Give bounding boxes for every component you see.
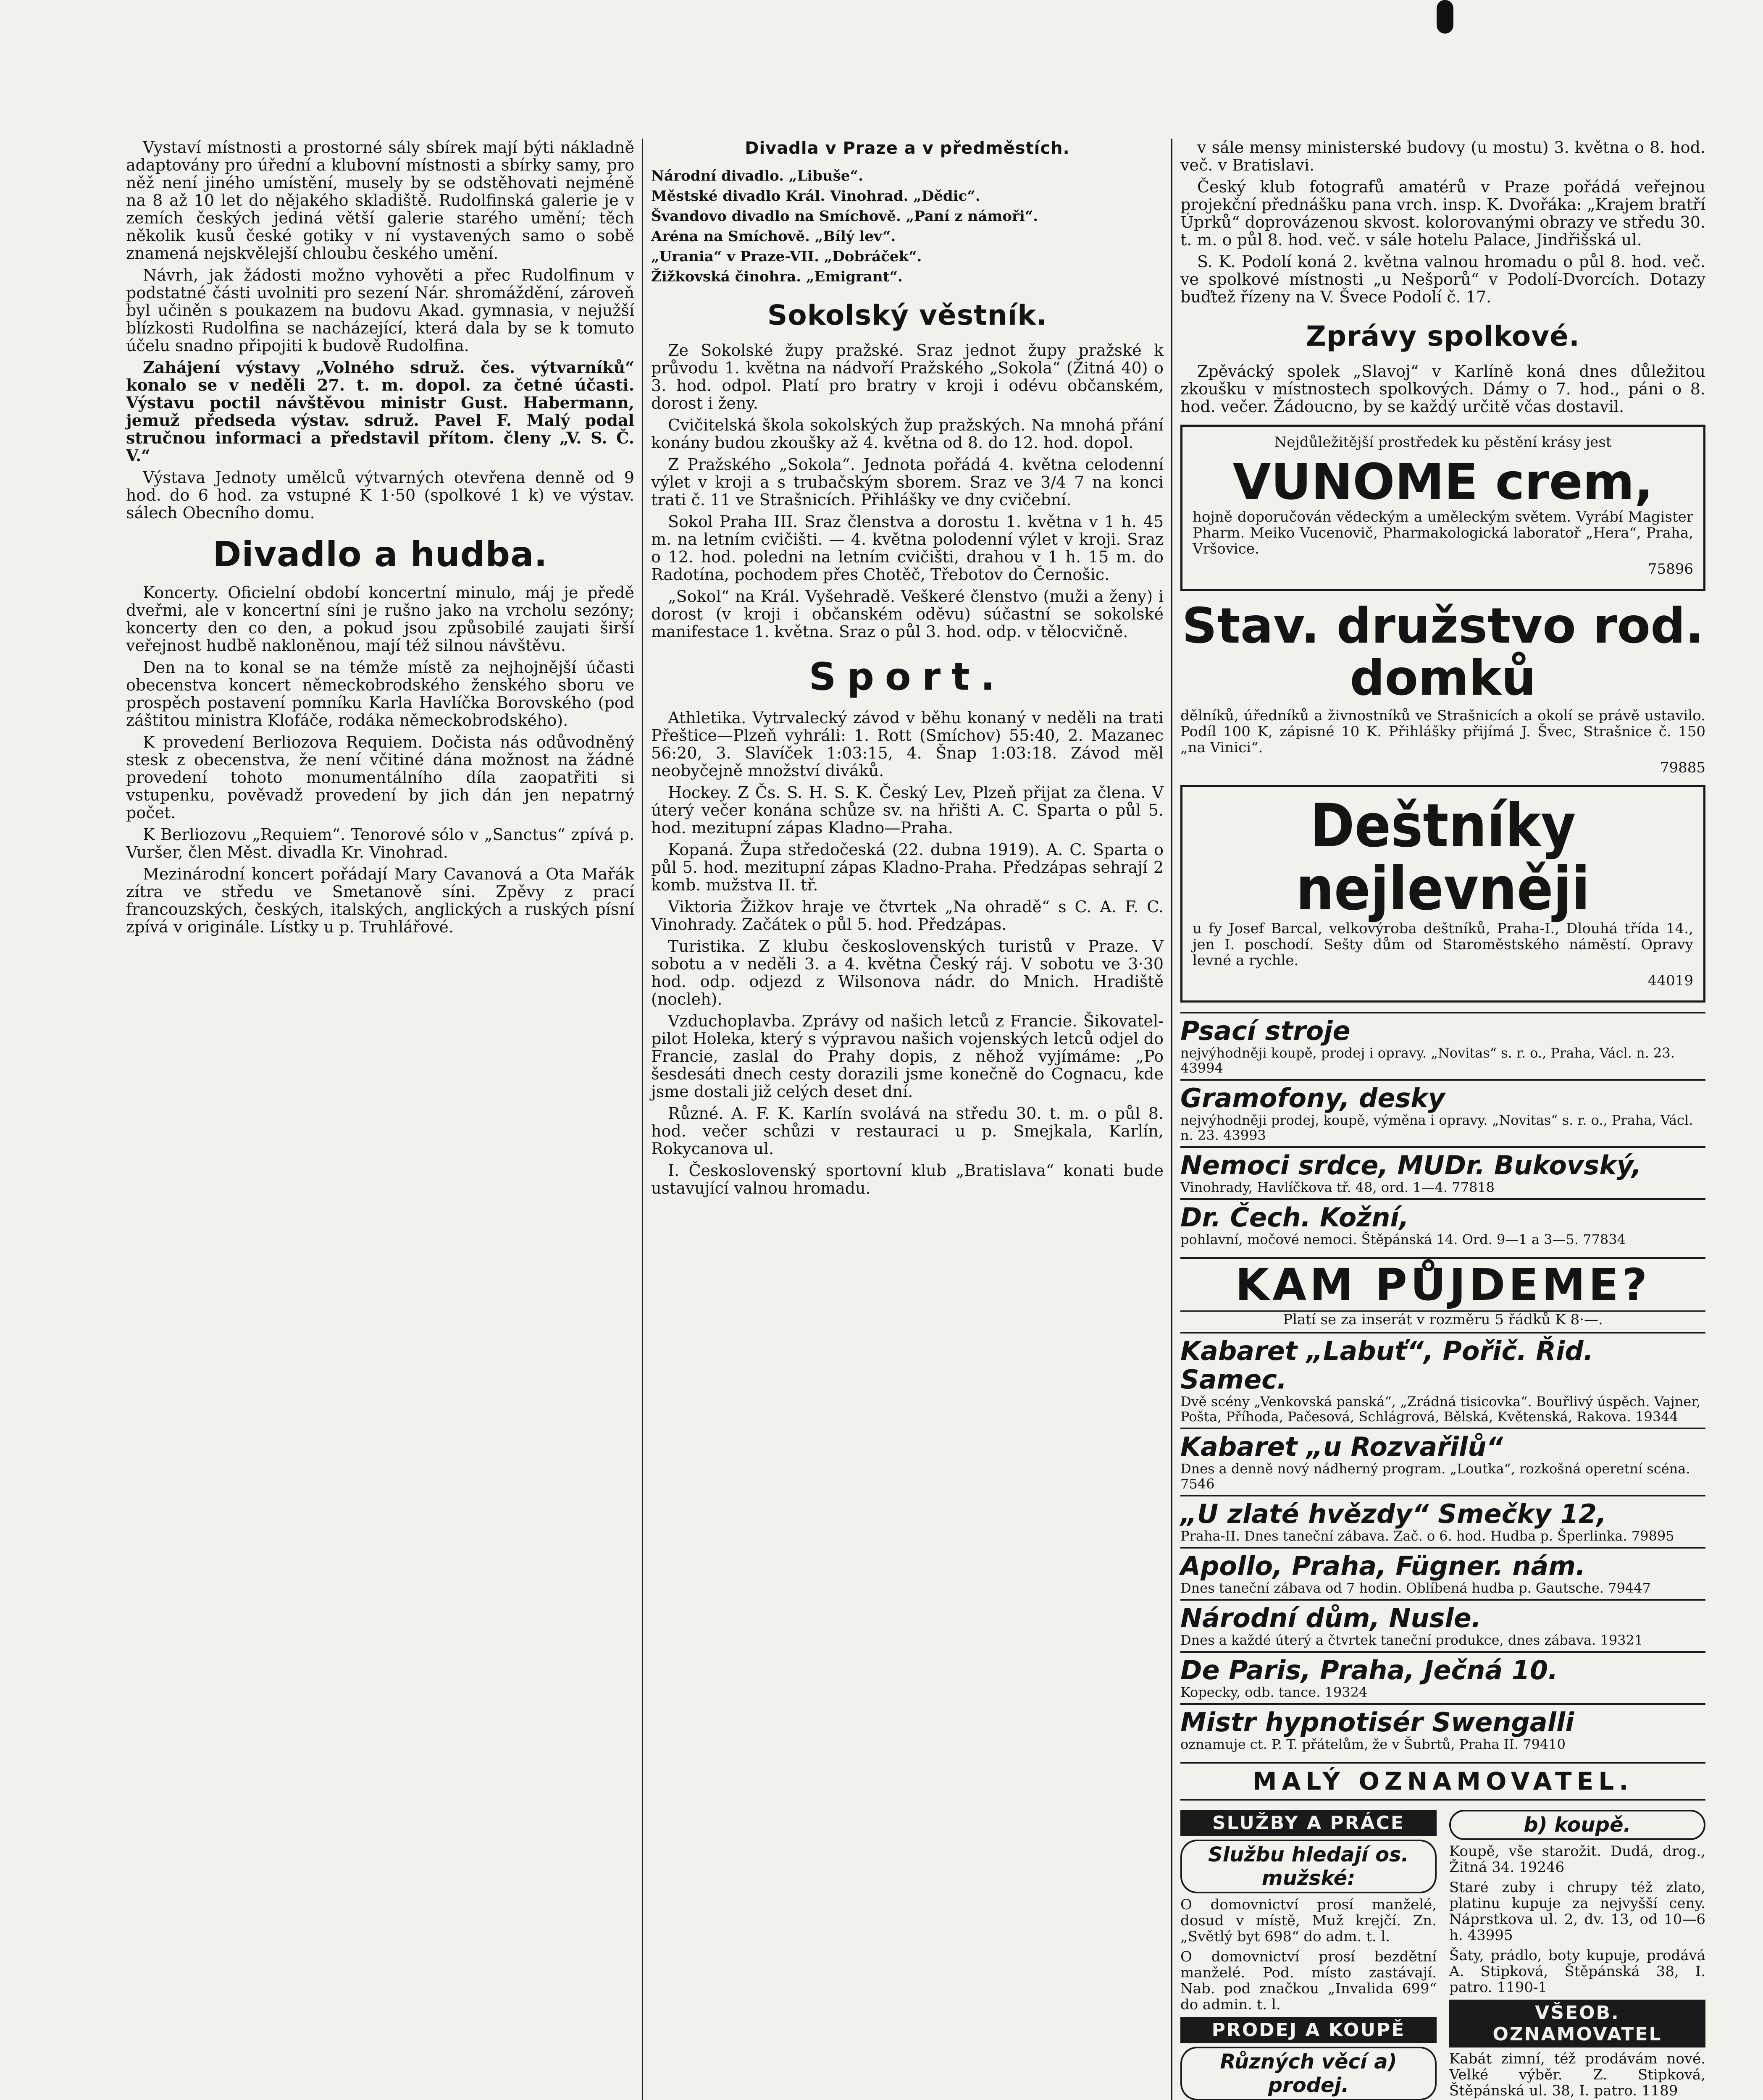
section-subtitle: Platí se za inserát v rozměru 5 řádků K 8·—. xyxy=(1283,1311,1603,1328)
classified-row xyxy=(1180,1079,1705,1146)
article-paragraph: Český klub fotografů amatérů v Praze pořádá veřejnou projekční přednášku pana vrch. insp. K. Dvořáka: „Krajem bratří Úprků“ doprovázenou skvost. kolorovanými obrazy ve středu 30. t. m. o půl 8. hod. več. v sále hotelu Palace, Jindřišská ul. xyxy=(1180,178,1705,249)
classified-text: Vinohrady, Havlíčkova tř. 48, ord. 1—4. 77818 xyxy=(1180,1179,1495,1195)
advert-text: hojně doporučován vědeckým a uměleckým světem. Vyrábí Magister Pharm. Meiko Vucenovič, Pharmakologická laboratoř „Hera“, Praha, Vršovice. xyxy=(1193,509,1693,557)
article-paragraph: K provedení Berliozova Requiem. Dočista nás odůvodněný stesk z obecenstva, že není včitiné dána možnost na žádné provedení tohoto monumentálního díla zaopatřiti si vstupenku, pověvadž provedení by jich dán jen nepatrný počet. xyxy=(126,733,634,822)
event-text: Dnes a každé úterý a čtvrtek taneční produkce, dnes zábava. 19321 xyxy=(1180,1632,1643,1648)
classified-title: Psací stroje xyxy=(1180,1016,1350,1046)
article-paragraph: Cvičitelská škola sokolských žup pražských. Na mnohá přání konány budou zkoušky až 4. května od 8. do 12. hod. dopol. xyxy=(651,416,1164,452)
article-paragraph: Kopaná. Župa středočeská (22. dubna 1919). A. C. Sparta o půl 5. hod. mezitupní zápas Kladno-Praha. Předzápas sehrají 2 komb. mužstva II. tř. xyxy=(651,840,1164,894)
advert-title: VUNOME crem, xyxy=(1232,453,1653,511)
article-paragraph: I. Československý sportovní klub „Bratislava“ konati bude ustavující valnou hromadu. xyxy=(651,1161,1164,1197)
classified-text: pohlavní, močové nemoci. Štěpánská 14. Ord. 9—1 a 3—5. 77834 xyxy=(1180,1231,1626,1247)
column-rule xyxy=(1171,139,1172,2100)
article-paragraph: Koncerty. Oficielní období koncertní minulo, máj je předě dveřmi, ale v koncertní síni je rušno jako na vrcholu sezóny; koncerty den co den, a pokud jsou způsobilé zaujati širší veřejnost hudbě nakloněnou, mají též silnou návštěvu. xyxy=(126,583,634,655)
classified-text: nejvýhodněji prodej, koupě, výměna i opravy. „Novitas“ s. r. o., Praha, Václ. n. 23. 43993 xyxy=(1180,1112,1693,1143)
event-row xyxy=(1180,1428,1705,1495)
event-title: Mistr hypnotisér Swengalli xyxy=(1180,1707,1574,1738)
advert-text: dělníků, úředníků a živnostníků ve Strašnicích a okolí se právě ustavilo. Podíl 100 K, zápisné 10 K. Přihlášky přijímá J. Švec, Strašnice č. 150 „na Vinici“. xyxy=(1180,707,1705,756)
small-ad: Šaty, prádlo, boty kupuje, prodává A. Stipková, Štěpánská 38, I. patro. 1190-1 xyxy=(1449,1947,1705,1996)
column-middle xyxy=(651,139,1164,1201)
small-ad: O domovnictví prosí bezdětní manželé. Pod. místo zastávají. Nab. pod značkou „Invalida 699“ do admin. t. l. xyxy=(1180,1948,1437,2013)
small-ads-right xyxy=(1449,1806,1705,2100)
theatre-item: Žižkovská činohra. „Emigrant“. xyxy=(651,268,903,285)
article-paragraph: Návrh, jak žádosti možno vyhověti a přec Rudolfinum v podstatné části uvolniti pro sezení Nár. shromáždění, zároveň byl učiněn s poukazem na budovu Akad. gymnasia, v nejužší blízkosti Rudolfina se nacházející, která dala by se k tomuto účelu snadno připojiti k budově Rudolfina. xyxy=(126,266,634,355)
column-right xyxy=(1180,139,1705,2100)
small-ads-grid xyxy=(1180,1806,1705,2100)
advert-title: Deštníky nejlevněji xyxy=(1295,791,1590,924)
classified-row xyxy=(1180,1146,1705,1198)
theatre-item: Městské divadlo Král. Vinohrad. „Dědic“. xyxy=(651,188,980,205)
event-row xyxy=(1180,1651,1705,1703)
advert-text: u fy Josef Barcal, velkovýroba deštníků, Praha-I., Dlouhá třída 14., jen I. poschodí. Sešty dům od Staroměstského náměstí. Opravy levné a rychle. xyxy=(1193,920,1693,969)
article-paragraph: S. K. Podolí koná 2. května valnou hromadu o půl 8. hod. več. ve spolkové místnosti „u Nešporů“ v Podolí-Dvorcích. Dotazy buďtež řízeny na V. Švece Podolí č. 17. xyxy=(1180,252,1705,306)
article-paragraph: Výstava Jednoty umělců výtvarných otevřena denně od 9 hod. do 6 hod. za vstupné K 1·50 (spolkové 1 k) ve výstav. sálech Obecního domu. xyxy=(126,468,634,522)
article-paragraph: Viktoria Žižkov hraje ve čtvrtek „Na ohradě“ s C. A. F. C. Vinohrady. Začátek o půl 5. hod. Předzápas. xyxy=(651,898,1164,934)
section-heading-societies: Zprávy spolkové. xyxy=(1306,320,1580,352)
article-paragraph: v sále mensy ministerské budovy (u mostu) 3. května o 8. hod. več. v Bratislavi. xyxy=(1180,138,1705,174)
article-paragraph: Hockey. Z Čs. S. H. S. K. Český Lev, Plzeň přijat za člena. V úterý večer konána schůze sv. na hřišti A. C. Sparta o půl 5. hod. mezitupní zápas Kladno—Praha. xyxy=(651,783,1164,837)
category-subtitle: Různých věcí a) prodej. xyxy=(1180,2047,1437,2100)
small-ads-left xyxy=(1180,1806,1437,2100)
event-row xyxy=(1180,1703,1705,1755)
category-banner: SLUŽBY A PRÁCE xyxy=(1180,1810,1437,1836)
ink-blot xyxy=(1437,0,1453,34)
section-heading-sport: Sport. xyxy=(809,655,1006,699)
theatre-item: Národní divadlo. „Libuše“. xyxy=(651,168,863,184)
article-paragraph: Z Pražského „Sokola“. Jednota pořádá 4. května celodenní výlet v kroji a s trubačským sborem. Sraz ve 3/4 7 na konci trati č. 11 ve Strašnicích. Přihlášky ve dny cvičební. xyxy=(651,455,1164,509)
classified-row xyxy=(1180,1198,1705,1250)
article-paragraph: Vystaví místnosti a prostorné sály sbírek mají býti nákladně adaptovány pro úřední a klubovní místnosti a sbírky samy, pro něž není jiného umístění, musely by se odstěhovati nejméně na 8 až 10 let do nějakého skladiště. Rudolfinská galerie je v zemích českých jediná větší galerie starého umění; těch několik kusů české gotiky v ní vystavených samo o sobě znamená nejskvělejší chloubu českého umění. xyxy=(126,138,634,262)
theatre-listing-title: Divadla v Praze a v předměstích. xyxy=(745,139,1070,158)
article-paragraph: K Berliozovu „Requiem“. Tenorové sólo v „Sanctus“ zpívá p. Vuršer, člen Měst. divadla Kr. Vinohrad. xyxy=(126,825,634,861)
theatre-item: „Urania“ v Praze-VII. „Dobráček“. xyxy=(651,248,922,265)
event-title: Kabaret „Labuť“, Pořič. Řid. Samec. xyxy=(1180,1336,1594,1395)
event-title: Kabaret „u Rozvařilů“ xyxy=(1180,1431,1503,1462)
article-paragraph: Ze Sokolské župy pražské. Sraz jednot župy pražské k průvodu 1. května na nádvoří Pražského „Sokola“ (Žitná 40) o 3. hod. odpol. Platí pro bratry v kroji i odévu občanském, dorost i ženy. xyxy=(651,341,1164,412)
event-title: De Paris, Praha, Ječná 10. xyxy=(1180,1655,1558,1685)
event-text: Kopecky, odb. tance. 19324 xyxy=(1180,1684,1368,1700)
article-paragraph: Mezinárodní koncert pořádají Mary Cavanová a Ota Mařák zítra ve středu ve Smetanově síni. Zpěvy z prací francouzských, českých, italských, anglických a ruských písní zpívá v originále. Lístky u p. Truhlářové. xyxy=(126,865,634,936)
advert-vunome xyxy=(1180,425,1705,591)
small-ad: Koupě, vše starožit. Dudá, drog., Žitná 34. 19246 xyxy=(1449,1843,1705,1876)
event-text: Praha-II. Dnes taneční zábava. Zač. o 6. hod. Hudba p. Šperlinka. 79895 xyxy=(1180,1528,1674,1544)
column-rule xyxy=(642,139,643,2100)
event-title: Národní dům, Nusle. xyxy=(1180,1603,1482,1633)
classified-text: nejvýhodněji koupě, prodej i opravy. „Novitas“ s. r. o., Praha, Václ. n. 23. 43994 xyxy=(1180,1045,1675,1076)
theatre-item: Aréna na Smíchově. „Bílý lev“. xyxy=(651,228,896,245)
category-subtitle: b) koupě. xyxy=(1449,1810,1705,1840)
event-row xyxy=(1180,1495,1705,1547)
event-title: Apollo, Praha, Fügner. nám. xyxy=(1180,1551,1586,1581)
article-paragraph: „Sokol“ na Král. Vyšehradě. Veškeré členstvo (muži a ženy) i dorost (v kroji i občanském oděvu) súčastní se sokolské manifestace 1. května. Sraz o půl 3. hod. odp. v tělocvičně. xyxy=(651,587,1164,641)
advert-number: 75896 xyxy=(1647,561,1693,578)
classified-title: Nemoci srdce, MUDr. Bukovský, xyxy=(1180,1150,1642,1181)
newspaper-page xyxy=(126,139,1705,2100)
event-row xyxy=(1180,1332,1705,1428)
event-text: oznamuje ct. P. T. přátelům, že v Šubrtů, Praha II. 79410 xyxy=(1180,1736,1566,1752)
category-subtitle: Službu hledají os. mužské: xyxy=(1180,1840,1437,1893)
section-heading-where-to-go: KAM PŮJDEME? xyxy=(1180,1257,1705,1312)
event-row xyxy=(1180,1599,1705,1651)
advert-number: 79885 xyxy=(1660,759,1705,776)
section-heading-small-ads: MALÝ OZNAMOVATEL. xyxy=(1180,1762,1705,1801)
article-paragraph: Turistika. Z klubu československých turistů v Praze. V sobotu a v neděli 3. a 4. května Český ráj. V sobotu ve 3·30 hod. odp. odjezd z Wilsonova nádr. do Mnich. Hradiště (nocleh). xyxy=(651,937,1164,1008)
article-paragraph: Vzduchoplavba. Zprávy od našich letců z Francie. Šikovatel-pilot Holeka, který s výpravou našich vojenských letců odjel do Francie, zaslal do Prahy dopis, z něhož vyjímáme: „Po šesdesáti dnech cesty dorazili jsme konečně do Cognacu, kde jsme dostali již celých deset dní. xyxy=(651,1012,1164,1101)
event-text: Dvě scény „Venkovská panská“, „Zrádná tisicovka“. Bouřlivý úspěch. Vajner, Pošta, Příhoda, Pačesová, Schlágrová, Bělská, Květenská, Rakova. 19344 xyxy=(1180,1394,1701,1425)
section-heading-sokol: Sokolský věstník. xyxy=(767,299,1048,331)
article-paragraph: Athletika. Vytrvalecký závod v běhu konaný v neděli na trati Přeštice—Plzeň vyhráli: 1. Rott (Smíchov) 55:40, 2. Mazanec 56:20, 3. Slavíček 1:03:15, 4. Šnap 1:03:18. Závod měl neobyčejně množství diváků. xyxy=(651,709,1164,780)
advert-title-housing: Stav. družstvo rod. domků xyxy=(1182,598,1704,706)
advert-umbrellas xyxy=(1180,785,1705,1003)
article-paragraph: Různé. A. F. K. Karlín svolává na středu 30. t. m. o půl 8. hod. večer schůzi v restauraci u p. Smejkala, Karlín, Rokycanova ul. xyxy=(651,1104,1164,1158)
small-ad: Kabát zimní, též prodávám nové. Velké výběr. Z. Stipková, Štěpánská ul. 38, I. patro. 1189 xyxy=(1449,2050,1705,2099)
category-banner: VŠEOB. OZNAMOVATEL xyxy=(1449,2000,1705,2048)
article-paragraph: Zpěvácký spolek „Slavoj“ v Karlíně koná dnes důležitou zkoušku v místnostech spolkových. Dámy o 7. hod., páni o 8. hod. večer. Žádoucno, by se každý určitě včas dostavil. xyxy=(1180,362,1705,416)
category-banner: PRODEJ A KOUPĚ xyxy=(1180,2017,1437,2043)
event-text: Dnes a denně nový nádherný program. „Loutka“, rozkošná operetní scéna. 7546 xyxy=(1180,1461,1690,1492)
classified-title: Gramofony, desky xyxy=(1180,1083,1445,1113)
event-row xyxy=(1180,1547,1705,1599)
advert-number: 44019 xyxy=(1647,972,1693,989)
article-paragraph: Zahájení výstavy „Volného sdruž. čes. výtvarníků“ konalo se v neděli 27. t. m. dopol. za četné účasti. Výstavu poctil návštěvou ministr Gust. Habermann, jemuž předseda výstav. sdruž. Pavel F. Malý podal stručnou informaci a představil přítom. členy „V. S. Č. V.“ xyxy=(126,358,634,465)
theatre-item: Švandovo divadlo na Smíchově. „Paní z námoři“. xyxy=(651,208,1038,225)
event-title: „U zlaté hvězdy“ Smečky 12, xyxy=(1180,1499,1607,1529)
advert-text: Nejdůležitější prostředek ku pěstění krásy jest xyxy=(1274,434,1612,451)
column-left xyxy=(126,139,634,940)
classified-title: Dr. Čech. Kožní, xyxy=(1180,1202,1409,1233)
classified-row xyxy=(1180,1012,1705,1079)
small-ad: Staré zuby i chrupy též zlato, platinu kupuje za nejvyšší ceny. Náprstkova ul. 2, dv. 13, od 10—6 h. 43995 xyxy=(1449,1879,1705,1944)
small-ad: O domovnictví prosí manželé, dosud v místě, Muž krejčí. Zn. „Světlý byt 698“ do adm. t. l. xyxy=(1180,1896,1437,1945)
section-heading-theatre: Divadlo a hudba. xyxy=(213,535,548,575)
event-text: Dnes taneční zábava od 7 hodin. Oblíbená hudba p. Gautsche. 79447 xyxy=(1180,1580,1651,1596)
article-paragraph: Den na to konal se na témže místě za nejhojnější účasti obecenstva koncert německobrodského ženského sboru ve prospěch postavení pomníku Karla Havlíčka Borovského (pod záštitou ministra Klofáče, rodáka německobrodského). xyxy=(126,658,634,730)
article-paragraph: Sokol Praha III. Sraz členstva a dorostu 1. května v 1 h. 45 m. na letním cvičišti. — 4. května polodenní výlet v kroji. Sraz o 12. hod. poledni na letním cvičišti, drahou v 1 h. 15 m. do Radotína, pochodem přes Chotěč, Třebotov do Černošic. xyxy=(651,512,1164,584)
